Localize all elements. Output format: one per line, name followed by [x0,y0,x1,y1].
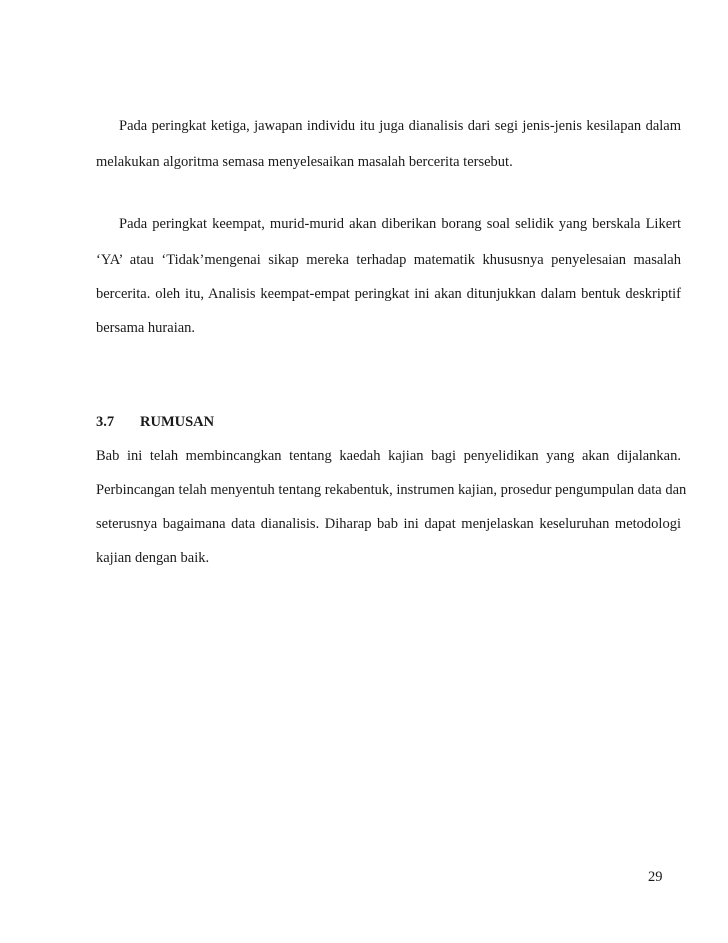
paragraph-3-line-2: Perbincangan telah menyentuh tentang rekabentuk, instrumen kajian, prosedur pengumpulan data dan [96,482,687,498]
section-heading [96,413,214,431]
paragraph-3-line-3: seterusnya bagaimana data dianalisis. Diharap bab ini dapat menjelaskan keseluruhan metodologi [96,516,681,532]
paragraph-2-line-1: Pada peringkat keempat, murid-murid akan diberikan borang soal selidik yang berskala Likert [119,216,681,232]
paragraph-3-line-4: kajian dengan baik. [96,550,210,566]
section-number: 3.7 [96,414,115,430]
page-number: 29 [648,869,663,885]
paragraph-2-line-2: ‘YA’ atau ‘Tidak’mengenai sikap mereka terhadap matematik khususnya penyelesaian masalah [96,252,681,268]
paragraph-2-line-3: bercerita. oleh itu, Analisis keempat-empat peringkat ini akan ditunjukkan dalam bentuk deskriptif [96,286,681,302]
paragraph-1-line-2: melakukan algoritma semasa menyelesaikan masalah bercerita tersebut. [96,154,513,170]
paragraph-3-line-1: Bab ini telah membincangkan tentang kaedah kajian bagi penyelidikan yang akan dijalankan. [96,448,681,464]
section-title: RUMUSAN [140,414,215,430]
paragraph-2-line-4: bersama huraian. [96,320,196,336]
paragraph-1-line-1: Pada peringkat ketiga, jawapan individu itu juga dianalisis dari segi jenis-jenis kesilapan dalam [119,118,681,134]
